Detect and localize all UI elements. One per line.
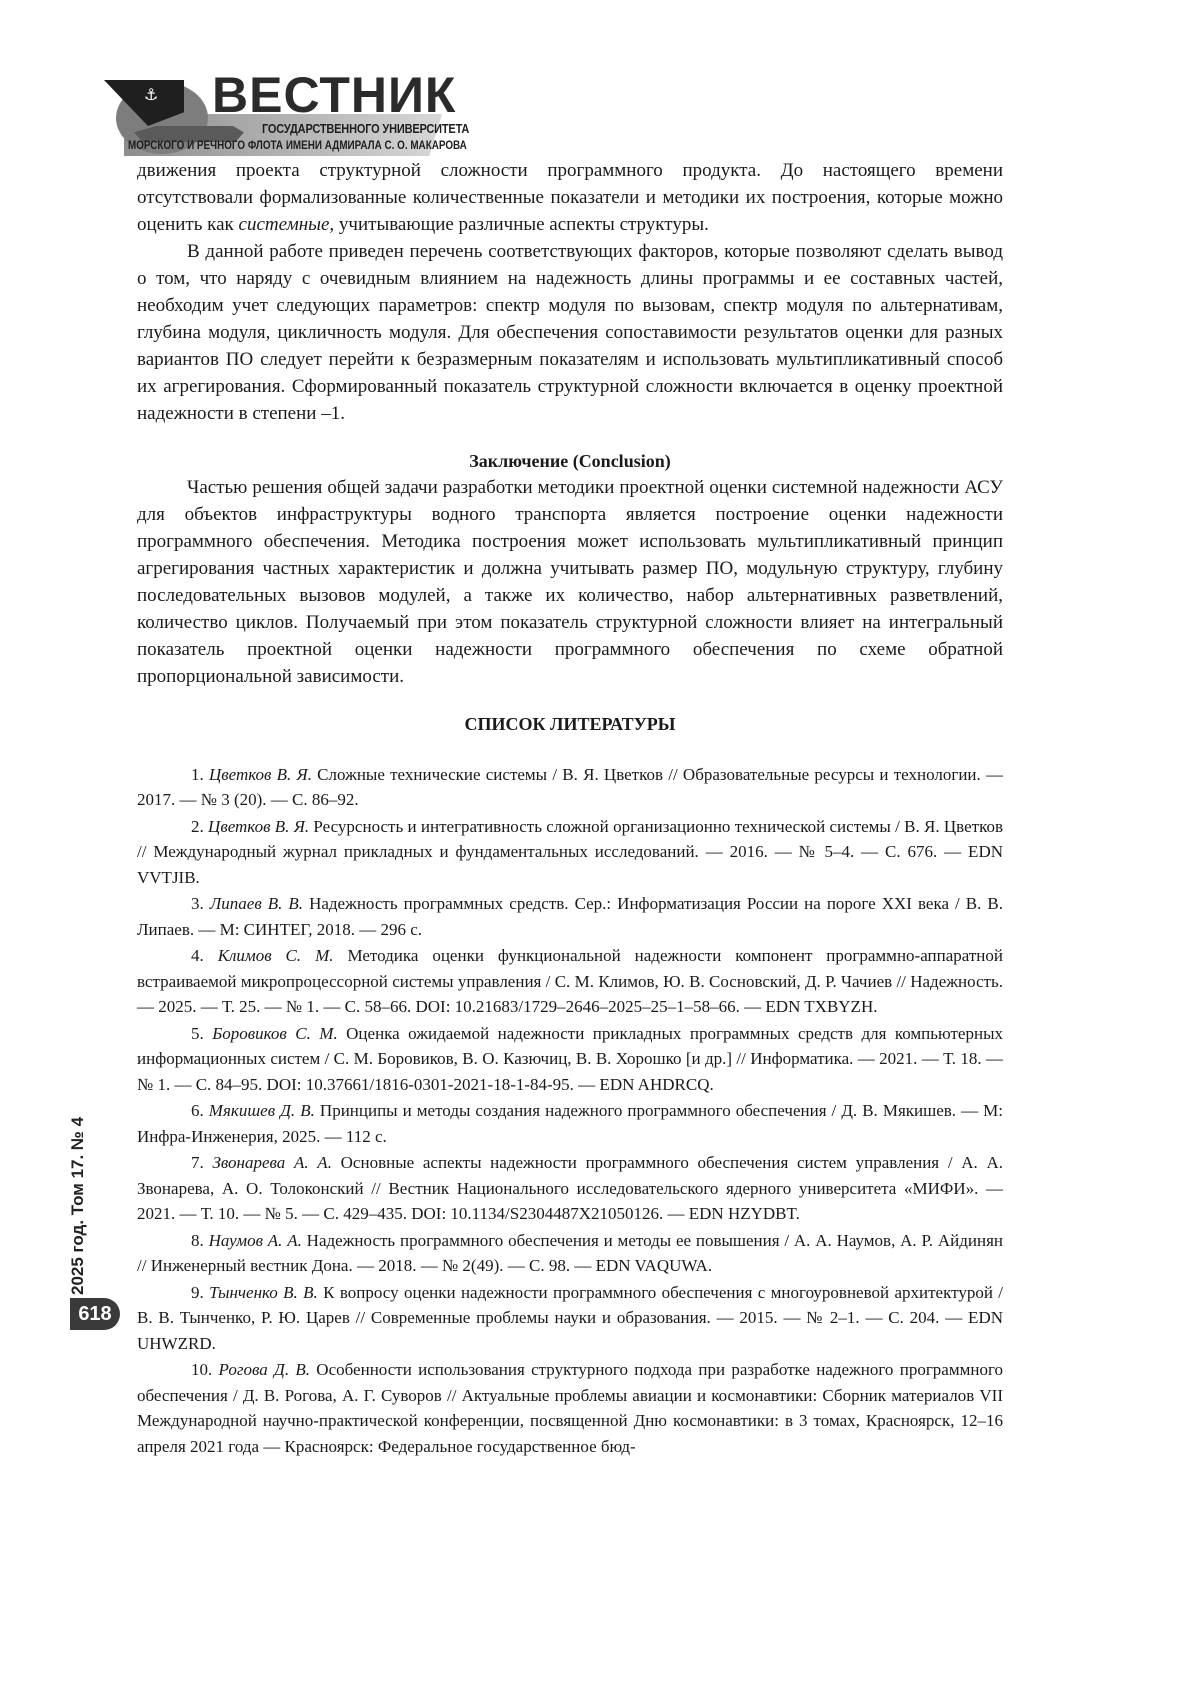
reference-author: Звонарева А. А.: [212, 1153, 332, 1172]
reference-item: 10. Рогова Д. В. Особенности использования структурного подхода при разработке надежного программного обеспечения / Д. В. Рогова, А. Г. Суворов // Актуальные проблемы авиации и космонавтики: Сборник материалов VII Международной научно-практической конференции, посвященной Дню космонавтики: в 3 томах, Красноярск, 12–16 апреля 2021 года — Красноярск: Федеральное государственное бюд-: [137, 1360, 1004, 1456]
conclusion-heading: Заключение (Conclusion): [469, 451, 671, 471]
reference-author: Липаев В. В.: [209, 894, 304, 913]
references-section: [137, 712, 1003, 1460]
paragraph-1-text-b: , учитывающие различные аспекты структуры.: [329, 214, 709, 235]
journal-logo: [104, 67, 470, 162]
conclusion-section: [137, 451, 1003, 690]
anchor-icon: ⚓: [144, 85, 159, 104]
reference-author: Боровиков С. М.: [212, 1023, 338, 1043]
reference-author: Мякишев Д. В.: [208, 1101, 315, 1120]
reference-item: 8. Наумов А. А. Надежность программного обеспечения и методы ее повышения / А. А. Наумов, А. Р. Айдинян // Инженерный вестник Дона. — 2018. — № 2(49). — С. 98. — EDN VAQUWA.: [137, 1230, 1004, 1275]
reference-author: Цветков В. Я.: [208, 816, 310, 836]
journal-subtitle-2: МОРСКОГО И РЕЧНОГО ФЛОТА ИМЕНИ АДМИРАЛА С. О. МАКАРОВА: [128, 140, 467, 152]
reference-author: Климов С. М.: [217, 946, 334, 965]
reference-item: 9. Тынченко В. В. К вопросу оценки надежности программного обеспечения с многоуровневой архитектурой / В. В. Тынченко, Р. Ю. Царев // Современные проблемы науки и образования. — 2015. — № 2–1. — С. 204. — EDN UHWZRD.: [137, 1282, 1004, 1353]
reference-author: Цветков В. Я.: [208, 764, 312, 784]
conclusion-paragraph: Частью решения общей задачи разработки методики проектной оценки системной надежности АСУ для объектов инфраструктуры водного транспорта является построение оценки надежности программного обеспечения. Методика построения может использовать мультипликативный принцип агрегирования частных характеристик и должна учитывать размер ПО, модульную структуру, глубину последовательных вызовов модулей, а также их количество, набор альтернативных разветвлений, количество циклов. Получаемый при этом показатель структурной сложности влияет на интегральный показатель проектной оценки надежности программного обеспечения по схеме обратной пропорциональной зависимости.: [137, 477, 1003, 687]
reference-item: 3. Липаев В. В. Надежность программных средств. Сер.: Информатизация России на пороге XXI века / В. В. Липаев. — М: СИНТЕГ, 2018. — 296 с.: [137, 894, 1003, 939]
reference-list: [137, 762, 1003, 1460]
reference-item: 5. Боровиков С. М. Оценка ожидаемой надежности прикладных программных средств для компьютерных информационных систем / С. М. Боровиков, В. О. Казючиц, В. В. Хорошко [и др.] // Информатика. — 2021. — Т. 18. — № 1. — С. 84–95. DOI: 10.37661/1816-0301-2021-18-1-84-95. — EDN AHDRCQ.: [137, 1023, 1003, 1094]
journal-subtitle-1: ГОСУДАРСТВЕННОГО УНИВЕРСИТЕТА: [262, 122, 470, 136]
references-heading: СПИСОК ЛИТЕРАТУРЫ: [464, 714, 676, 734]
journal-title: ВЕСТНИК: [212, 67, 457, 123]
reference-item: 7. Звонарева А. А. Основные аспекты надежности программного обеспечения систем управления / А. А. Звонарева, А. О. Толоконский // Вестник Национального исследовательского ядерного университета «МИФИ». — 2021. — Т. 10. — № 5. — С. 429–435. DOI: 10.1134/S2304487X21050126. — EDN HZYDBT.: [137, 1153, 1004, 1223]
paragraph-1-text-a: движения проекта структурной сложности программного продукта. До настоящего времени отсутствовали формализованные количественные показатели и методики их построения, которые можно оценить как: [137, 160, 1003, 235]
reference-item: 4. Климов С. М. Методика оценки функциональной надежности компонент программно-аппаратной встраиваемой микропроцессорной системы управления / С. М. Климов, Ю. В. Сосновский, Д. Р. Чачиев // Надежность. — 2025. — Т. 25. — № 1. — С. 58–66. DOI: 10.21683/1729–2646–2025–25–1–58–66. — EDN TXBYZH.: [137, 946, 1003, 1016]
reference-author: Наумов А. А.: [208, 1230, 302, 1250]
issue-info: 2025 год. Том 17. № 4: [68, 1116, 87, 1295]
paragraph-2: В данной работе приведен перечень соответствующих факторов, которые позволяют сделать вывод о том, что наряду с очевидным влиянием на надежность длины программы и ее составных частей, необходим учет следующих параметров: спектр модуля по вызовам, спектр модуля по альтернативам, глубина модуля, цикличность модуля. Для обеспечения сопоставимости результатов оценки для разных вариантов ПО следует перейти к безразмерным показателям и использовать мультипликативный способ их агрегирования. Сформированный показатель структурной сложности включается в оценку проектной надежности в степени –1.: [137, 241, 1003, 424]
reference-author: Тынченко В. В.: [209, 1282, 318, 1302]
reference-author: Рогова Д. В.: [218, 1360, 311, 1379]
reference-item: 1. Цветков В. Я. Сложные технические системы / В. Я. Цветков // Образовательные ресурсы и технологии. — 2017. — № 3 (20). — С. 86–92.: [137, 764, 1004, 809]
reference-item: 6. Мякишев Д. В. Принципы и методы создания надежного программного обеспечения / Д. В. Мякишев. — М: Инфра-Инженерия, 2025. — 112 с.: [137, 1101, 1003, 1146]
paragraph-1: [137, 157, 1003, 238]
paragraph-1-emphasis: системные: [238, 214, 330, 235]
body-section: [137, 157, 1003, 427]
page-number-badge: 618: [70, 1298, 120, 1330]
reference-item: 2. Цветков В. Я. Ресурсность и интегративность сложной организационно технической системы / В. Я. Цветков // Международный журнал прикладных и фундаментальных исследований. — 2016. — № 5–4. — С. 676. — EDN VVTJIB.: [137, 816, 1004, 887]
